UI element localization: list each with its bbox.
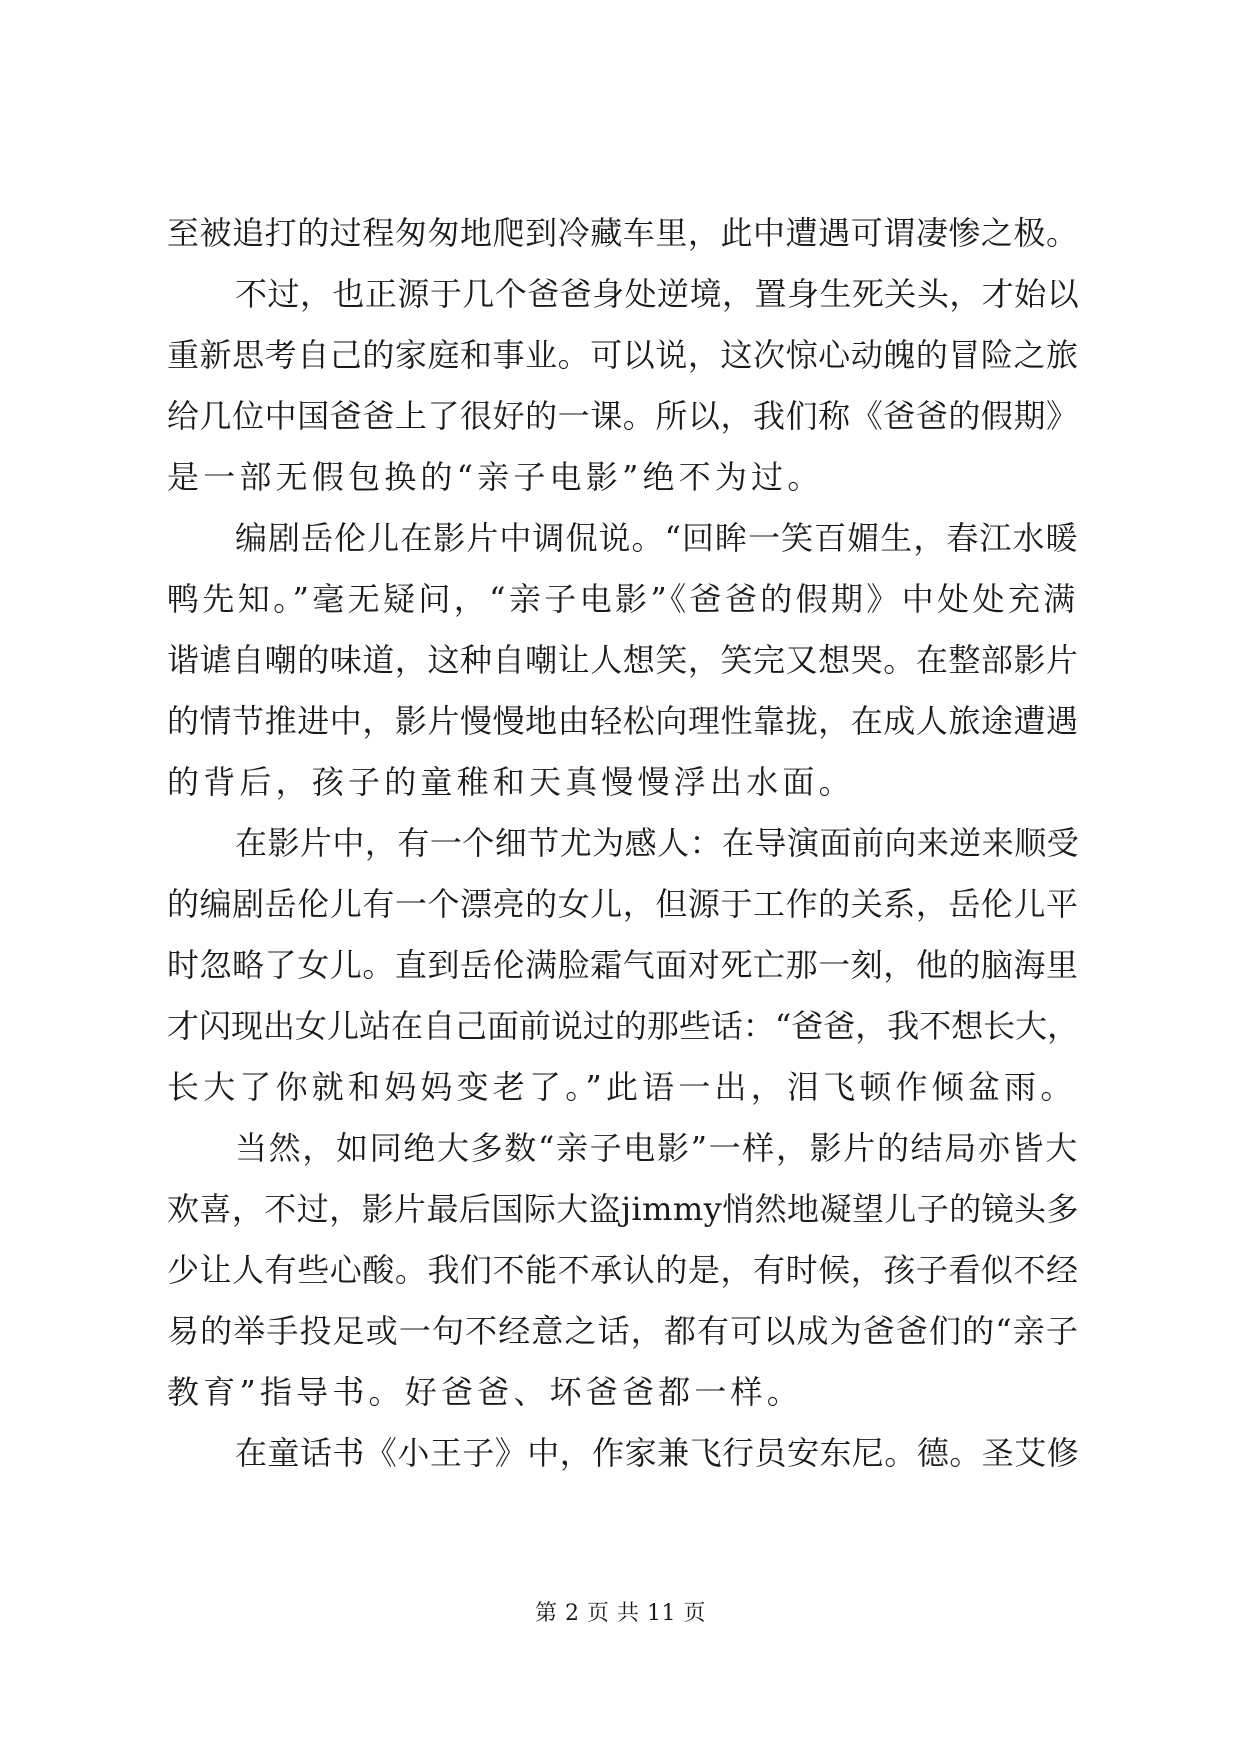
text-line: 才闪现出女儿站在自己面前说过的那些话：“爸爸，我不想长大， (167, 1007, 1080, 1045)
text-line: 欢喜，不过，影片最后国际大盗jimmy悄然地凝望儿子的镜头多 (167, 1190, 1079, 1228)
text-line: 教育”指导书。好爸爸、坏爸爸都一样。 (167, 1373, 803, 1411)
page-number-footer: 第 2 页 共 11 页 (535, 1601, 706, 1626)
paragraph-first-line: 当然，如同绝大多数“亲子电影”一样，影片的结局亦皆大 (235, 1129, 1079, 1167)
text-line: 给几位中国爸爸上了很好的一课。所以，我们称《爸爸的假期》 (167, 397, 1079, 435)
text-line: 谐谑自嘲的味道，这种自嘲让人想笑，笑完又想哭。在整部影片 (167, 641, 1079, 679)
text-line: 的情节推进中，影片慢慢地由轻松向理性靠拢，在成人旅途遭遇 (167, 702, 1079, 740)
paragraph-first-line: 在影片中，有一个细节尤为感人：在导演面前向来逆来顺受 (235, 824, 1080, 862)
text-line: 时忽略了女儿。直到岳伦满脸霜气面对死亡那一刻，他的脑海里 (167, 946, 1079, 984)
paragraph-first-line: 不过，也正源于几个爸爸身处逆境，置身生死关头，才始以 (235, 275, 1080, 313)
text-line: 的背后，孩子的童稚和天真慢慢浮出水面。 (167, 763, 855, 801)
paragraph-first-line: 编剧岳伦儿在影片中调侃说。“回眸一笑百媚生，春江水暖 (235, 519, 1079, 557)
body-text (167, 203, 1079, 1484)
text-line: 重新思考自己的家庭和事业。可以说，这次惊心动魄的冒险之旅 (167, 336, 1079, 374)
text-line: 少让人有些心酸。我们不能不承认的是，有时候，孩子看似不经 (167, 1251, 1079, 1289)
paragraph-first-line: 在童话书《小王子》中，作家兼飞行员安东尼。德。圣艾修 (235, 1434, 1080, 1472)
text-line: 是一部无假包换的“亲子电影”绝不为过。 (167, 458, 824, 496)
text-line: 至被追打的过程匆匆地爬到冷藏车里，此中遭遇可谓凄惨之极。 (167, 214, 1079, 252)
text-line: 长大了你就和妈妈变老了。”此语一出，泪飞顿作倾盆雨。 (167, 1068, 1077, 1106)
text-line: 易的举手投足或一句不经意之话，都有可以成为爸爸们的“亲子 (167, 1312, 1079, 1350)
text-line: 的编剧岳伦儿有一个漂亮的女儿，但源于工作的关系，岳伦儿平 (167, 885, 1079, 923)
text-line: 鸭先知。”毫无疑问，“亲子电影”《爸爸的假期》中处处充满 (167, 580, 1079, 618)
